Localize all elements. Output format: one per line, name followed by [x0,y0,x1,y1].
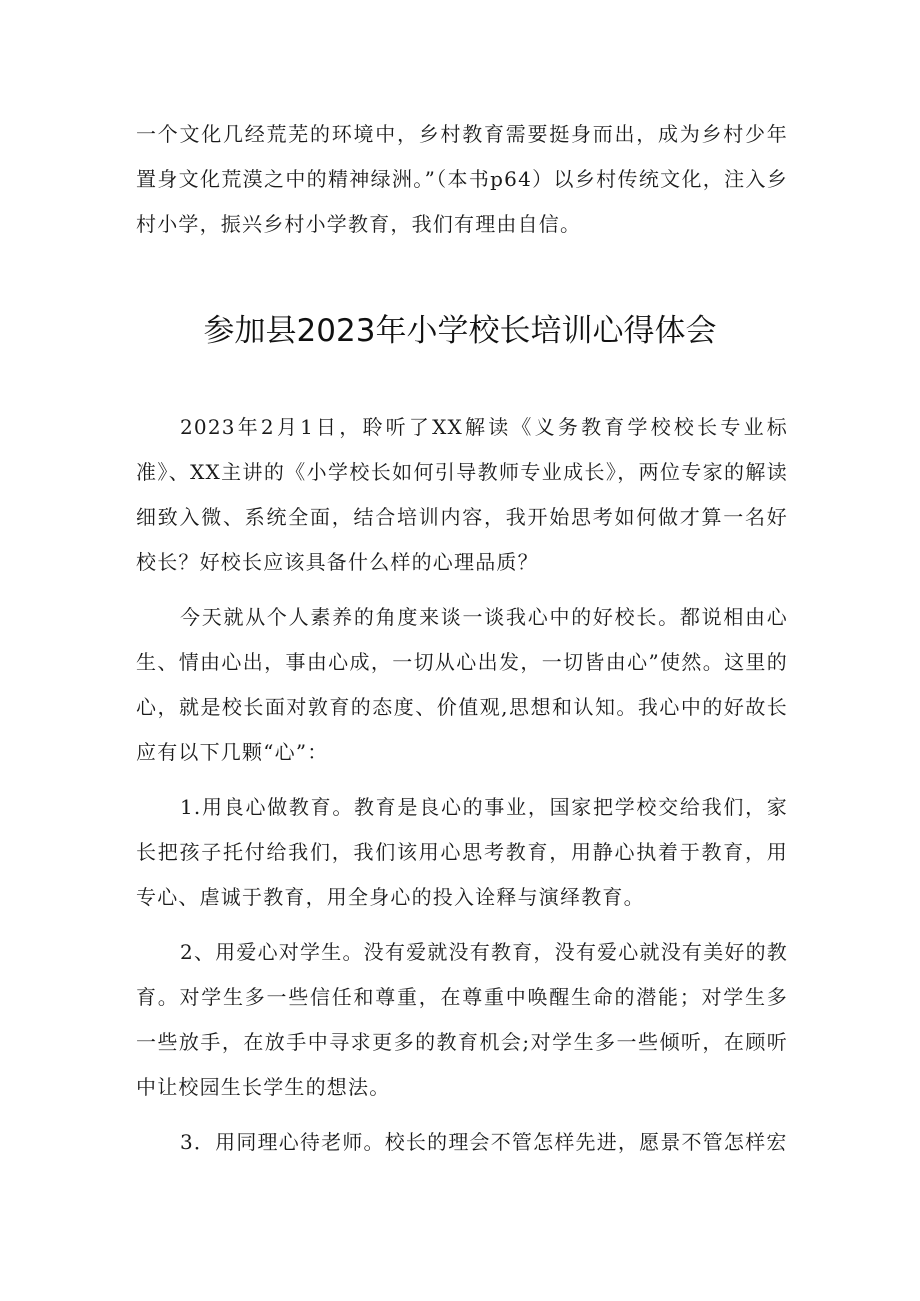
body-section [136,405,788,1175]
body-paragraph-2: 今天就从个人素养的角度来谈一谈我心中的好校长。都说相由心生、情由心出，事由心成，一切从心出发，一切皆由心”使然。这里的心，就是校长面对敦育的态度、价值观,思想和认知。我心中的好故长应有以下几颗“心”： [136,605,788,764]
body-paragraph-1: 2023年2月1日，聆听了XX解读《义务教育学校校长专业标准》、XX主讲的《小学校长如何引导教师专业成长》，两位专家的解读细致入微、系统全面，结合培训内容，我开始思考如何做才算一名好校长？好校长应该具备什么样的心理品质？ [136,415,788,574]
body-paragraph-5: 3．用同理心待老师。校长的理会不管怎样先进，愿景不管怎样宏 [180,1130,788,1154]
intro-paragraph: 一个文化几经荒芜的环境中，乡村教育需要挺身而出，成为乡村少年置身文化荒漠之中的精神绿洲。”（本书p64）以乡村传统文化，注入乡村小学，振兴乡村小学教育，我们有理由自信。 [136,122,788,236]
document-title: 参加县2023年小学校长培训心得体会 [203,313,717,349]
body-paragraph-3: 1.用良心做教育。教育是良心的事业，国家把学校交给我们，家长把孩子托付给我们，我们该用心思考教育，用静心执着于教育，用专心、虐诚于教育，用全身心的投入诠释与演绎教育。 [136,795,788,909]
body-paragraph-4: 2、用爱心对学生。没有爱就没有教育，没有爱心就没有美好的教育。对学生多一些信任和尊重，在尊重中唤醒生命的潜能；对学生多一些放手，在放手中寻求更多的教育机会;对学生多一些倾听，在顾听中让校园生长学生的想法。 [136,940,788,1099]
intro-section [136,112,788,247]
